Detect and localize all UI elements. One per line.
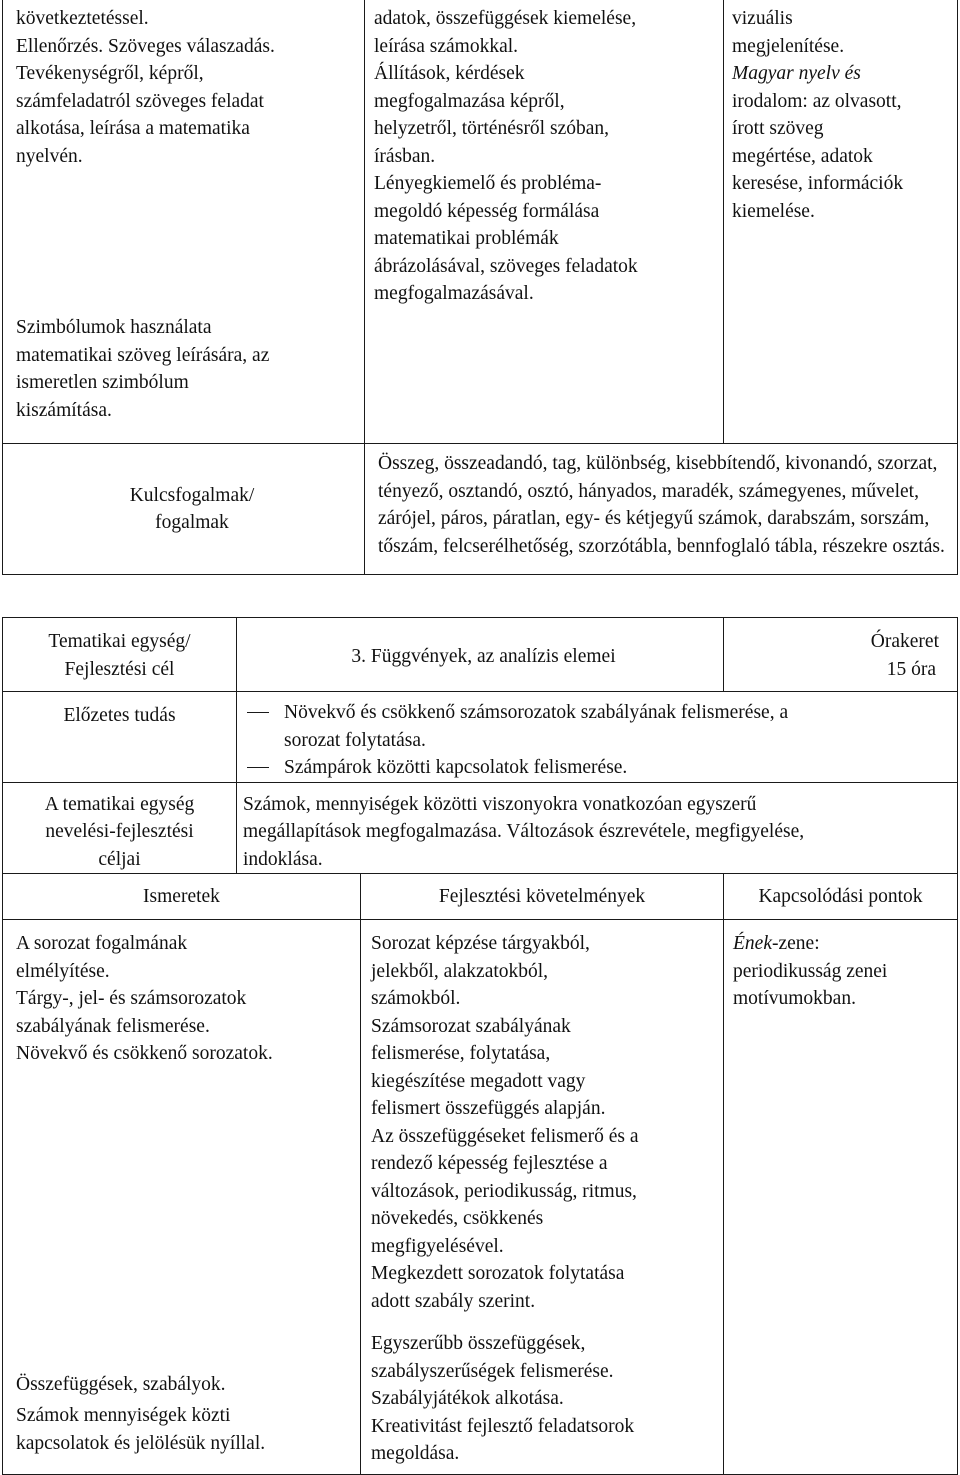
knowledge-cell (3, 920, 361, 1475)
dash-bullet-icon (247, 767, 269, 768)
text-line: Ellenőrzés. Szöveges válaszadás. (16, 35, 275, 57)
text-line: Összefüggések, szabályok. (16, 1373, 226, 1395)
column-header-connections: Kapcsolódási pontok (724, 874, 958, 920)
subject-suffix: -zene: (771, 933, 820, 954)
text-line: megfogalmazásával. (374, 283, 534, 304)
text-line: számfeladatról szöveges feladat (16, 90, 264, 112)
prior-knowledge-label: Előzetes tudás (63, 705, 176, 726)
text-line: nyelvén. (16, 145, 83, 167)
text-line: megfogalmazása képről, (374, 90, 565, 112)
text-line: fogalmak (155, 512, 229, 533)
unit-label-cell (3, 618, 237, 692)
text-line: kiegészítése megadott vagy (371, 1070, 586, 1092)
text-line: megoldó képesség formálása (374, 200, 600, 222)
knowledge-cell (3, 0, 365, 444)
text-line: adott szabály szerint. (371, 1290, 536, 1312)
text-line: Tevékenységről, képről, (16, 63, 204, 84)
prior-knowledge-list (237, 699, 957, 782)
text-block (371, 930, 723, 1315)
unit-title-cell (237, 618, 724, 692)
text-line: számokból. (371, 988, 461, 1009)
text-line: megjelenítése. (732, 35, 845, 57)
text-line: alkotása, leírása a matematika (16, 118, 250, 139)
text-line: sorozat folytatása. (284, 729, 426, 751)
text-line: Kulcsfogalmak/ (129, 484, 255, 506)
text-line: Tematikai egység/ (48, 631, 191, 652)
text-line: növekedés, csökkenés (371, 1208, 544, 1229)
dash-bullet-icon (247, 712, 269, 713)
text-block (371, 1330, 723, 1468)
text-line: Kreativitást fejlesztő feladatsorok (371, 1415, 635, 1437)
text-block (732, 88, 957, 226)
text-line: adatok, összefüggések kiemelése, (374, 8, 637, 29)
key-concepts-label-cell (3, 444, 365, 575)
table-row (3, 444, 958, 575)
text-line: A tematikai egység (44, 793, 195, 815)
connections-cell (724, 920, 958, 1475)
text-line: Szabályjátékok alkotása. (371, 1388, 564, 1409)
connections-cell (724, 0, 958, 444)
text-line: írott szöveg (732, 118, 824, 139)
text-line: periodikusság zenei (733, 960, 888, 982)
text-line: matematikai problémák (374, 228, 559, 249)
text-line: céljai (98, 848, 141, 870)
text-line: Növekvő és csökkenő sorozatok. (16, 1043, 273, 1064)
text-line: tőszám, felcserélhetőség, szorzótábla, bennfoglaló tábla, részekre osztás. (378, 535, 945, 557)
text-line: felismert összefüggés alapján. (371, 1098, 606, 1119)
hours-cell (724, 618, 958, 692)
table-row (3, 874, 958, 920)
text-line: megoldása. (371, 1443, 460, 1464)
text-line: felismerése, folytatása, (371, 1043, 551, 1064)
list-item (237, 754, 957, 782)
list-item (237, 699, 957, 754)
table-row (3, 0, 958, 444)
text-line: Összeg, összeadandó, tag, különbség, kisebbítendő, kivonandó, szorzat, (378, 453, 938, 474)
text-line: irodalom: az olvasott, (732, 90, 902, 112)
text-line: Az összefüggéseket felismerő és a (371, 1125, 639, 1147)
text-line: Növekvő és csökkenő számsorozatok szabályának felismerése, a (284, 702, 789, 723)
text-line: ábrázolásával, szöveges feladatok (374, 255, 638, 277)
text-block (16, 314, 364, 424)
text-line: megállapítások megfogalmazása. Változások észrevétele, megfigyelése, (243, 821, 805, 842)
text-line: zárójel, páros, páratlan, egy- és kétjegyű számok, darabszám, sorszám, (378, 508, 930, 529)
unit-title: 3. Függvények, az analízis elemei (351, 645, 616, 667)
text-line: Egyszerűbb összefüggések, (371, 1333, 586, 1354)
text-block (733, 958, 957, 1013)
text-line: Lényegkiemelő és probléma- (374, 173, 602, 194)
column-header-knowledge: Ismeretek (3, 874, 361, 920)
text-line: matematikai szöveg leírására, az (16, 344, 270, 366)
text-line: következtetéssel. (16, 8, 149, 29)
text-line: elmélyítése. (16, 960, 110, 982)
text-block (732, 5, 957, 60)
text-line: Megkezdett sorozatok folytatása (371, 1263, 625, 1284)
text-line: tényező, osztandó, osztó, hányados, maradék, számegyenes, művelet, (378, 480, 919, 502)
subject-name: Magyar nyelv és (732, 63, 861, 84)
text-line: Számsorozat szabályának (371, 1015, 571, 1037)
text-line: Fejlesztési cél (64, 658, 175, 680)
text-line: Tárgy-, jel- és számsorozatok (16, 988, 247, 1009)
text-line: Állítások, kérdések (374, 63, 525, 84)
unit-label (3, 628, 236, 683)
text-line: Sorozat képzése tárgyakból, (371, 933, 590, 954)
column-header-requirements: Fejlesztési követelmények (361, 874, 724, 920)
text-line: leírása számokkal. (374, 35, 519, 57)
subject-name: Ének (733, 933, 772, 954)
text-block (16, 1402, 360, 1457)
hours-value: 15 óra (886, 658, 936, 680)
text-line: változások, periodikusság, ritmus, (371, 1180, 637, 1202)
text-block (16, 930, 360, 1068)
text-line: helyzetről, történésről szóban, (374, 118, 609, 139)
text-line: vizuális (732, 8, 793, 29)
text-block (16, 5, 364, 170)
text-line: szabályának felismerése. (16, 1015, 210, 1037)
table-row (3, 692, 958, 783)
text-line: indoklása. (243, 848, 323, 870)
requirements-cell (365, 0, 724, 444)
key-concepts-cell (365, 444, 958, 575)
text-line: keresése, információk (732, 173, 904, 194)
text-line: megfigyelésével. (371, 1235, 504, 1257)
text-line: kiemelése. (732, 200, 815, 222)
curriculum-table-top (2, 0, 958, 575)
text-line: írásban. (374, 145, 436, 167)
table-row (3, 618, 958, 692)
text-line: Számok, mennyiségek közötti viszonyokra vonatkozóan egyszerű (243, 793, 757, 815)
text-line: motívumokban. (733, 988, 856, 1009)
text-line: jelekből, alakzatokból, (371, 960, 549, 982)
prior-knowledge-label-cell (3, 692, 237, 783)
table-row (3, 782, 958, 874)
curriculum-table-bottom (2, 617, 958, 1475)
table-row (3, 920, 958, 1475)
text-line: ismeretlen szimbólum (16, 372, 189, 393)
text-line: szabályszerűségek felismerése. (371, 1360, 614, 1382)
prior-knowledge-cell (237, 692, 958, 783)
key-concepts-label (3, 482, 364, 537)
text-line: kapcsolatok és jelölésük nyíllal. (16, 1432, 266, 1454)
hours-label: Órakeret (870, 631, 939, 652)
goals-label (3, 791, 236, 874)
text-line: Számpárok közötti kapcsolatok felismerése. (284, 757, 628, 778)
text-line: megértése, adatok (732, 145, 873, 167)
text-line: Számok mennyiségek közti (16, 1405, 231, 1426)
text-line: A sorozat fogalmának (16, 933, 188, 954)
subject-line (733, 930, 957, 958)
text-line: nevelési-fejlesztési (45, 821, 194, 842)
text-line: Szimbólumok használata (16, 317, 212, 338)
text-block (374, 5, 723, 308)
text-line: rendező képesség fejlesztése a (371, 1153, 608, 1174)
goals-cell (237, 782, 958, 874)
text-line: kiszámítása. (16, 399, 112, 421)
goals-label-cell (3, 782, 237, 874)
key-concepts-text (378, 450, 957, 560)
goals-text (243, 791, 957, 874)
requirements-cell (361, 920, 724, 1475)
